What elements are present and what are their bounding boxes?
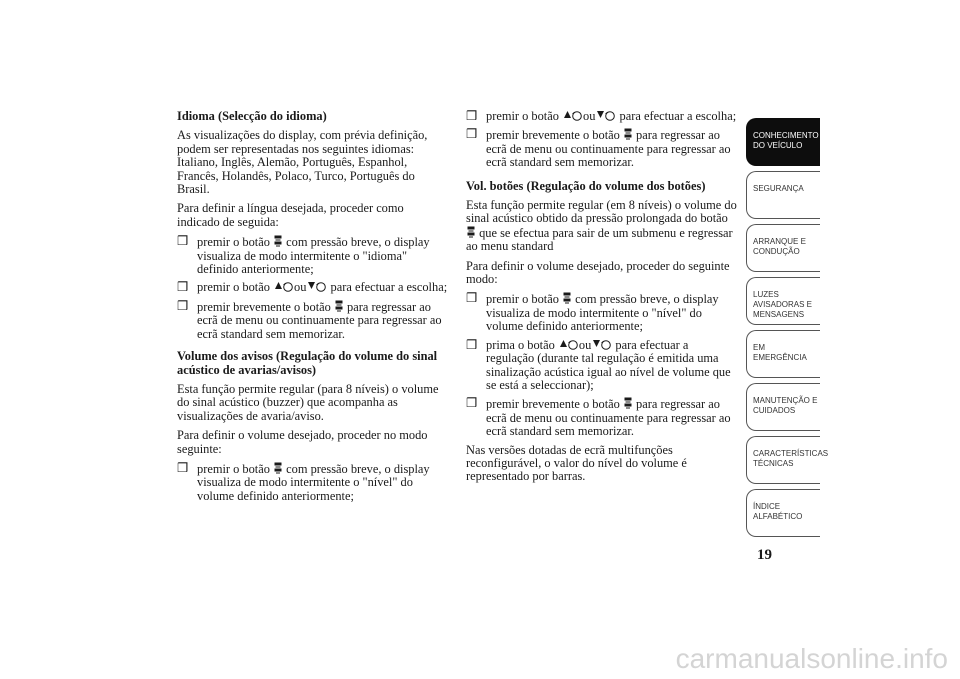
tab-seguranca[interactable]: SEGURANÇA xyxy=(746,171,820,219)
chapter-tabs xyxy=(746,118,829,542)
bullet-mark: ❒ xyxy=(466,337,478,352)
bullet-mark: ❒ xyxy=(466,127,478,142)
list-item: ❒ premir brevemente o botão para regressar ao ecrã de menu ou continuamente para regressar ao ecrã standard sem memorizar. xyxy=(177,298,442,341)
paragraph: Para definir a língua desejada, proceder como indicado de seguida: xyxy=(177,201,404,229)
tab-arranque-e-conducao[interactable]: ARRANQUE E CONDUÇÃO xyxy=(746,224,820,272)
tab-em-emergencia[interactable]: EM EMERGÊNCIA xyxy=(746,330,820,378)
paragraph: Nas versões dotadas de ecrã multifunções reconfigurável, o valor do nível do volume é representado por barras. xyxy=(466,442,687,484)
list-item: ❒ premir o botão ou para efectuar a escolha; xyxy=(177,280,448,295)
up-arrow-button-icon xyxy=(274,281,293,292)
down-arrow-button-icon xyxy=(307,281,326,292)
paragraph: As visualizações do display, com prévia definição, podem ser representadas nos seguintes idiomas: Italiano, Inglês, Alemão, Português, Espanhol, Francês, Holandês, Polaco, Turco, Português do Brasil. xyxy=(177,128,428,197)
up-arrow-button-icon xyxy=(559,339,578,350)
set-esc-button-icon xyxy=(335,300,343,312)
page-number: 19 xyxy=(757,547,772,563)
watermark: carmanualsonline.info xyxy=(675,643,948,674)
bullet-mark: ❒ xyxy=(466,109,478,123)
section-heading-warning-volume: Volume dos avisos (Regulação do volume do sinal acústico de avarias/avisos) xyxy=(177,349,438,377)
set-esc-button-icon xyxy=(274,235,282,247)
list-item: ❒ premir brevemente o botão para regressar ao ecrã de menu ou continuamente para regressar ao ecrã standard sem memorizar. xyxy=(466,127,731,170)
list-item: ❒ prima o botão ou para efectuar a regulação (durante tal regulação é emitida uma sinalização acústica igual ao nível de volume que se está a seleccionar); xyxy=(466,337,731,392)
section-heading-button-volume: Vol. botões (Regulação do volume dos botões) xyxy=(466,178,706,193)
set-esc-button-icon xyxy=(624,128,632,140)
down-arrow-button-icon xyxy=(596,110,615,121)
list-item: ❒ premir o botão com pressão breve, o display visualiza de modo intermitente o "nível" do volume definido anteriormente; xyxy=(466,291,719,334)
paragraph: Esta função permite regular (em 8 níveis) o volume do sinal acústico obtido da pressão prolongada do botão que se efectua para sair de um submenu e regressar ao menu standard xyxy=(466,198,737,254)
paragraph: Para definir o volume desejado, proceder no modo seguinte: xyxy=(177,428,428,456)
list-item: ❒ premir brevemente o botão para regressar ao ecrã de menu ou continuamente para regressar ao ecrã standard sem memorizar. xyxy=(466,396,731,439)
list-item: ❒ premir o botão com pressão breve, o display visualiza de modo intermitente o "nível" do volume definido anteriormente; xyxy=(177,460,430,503)
list-item: ❒ premir o botão ou para efectuar a escolha; xyxy=(466,109,737,123)
paragraph: Para definir o volume desejado, proceder do seguinte modo: xyxy=(466,258,730,287)
tab-conhecimento-do-veiculo[interactable]: CONHECIMENTO DO VEÍCULO xyxy=(746,118,820,166)
section-heading-language: Idioma (Selecção do idioma) xyxy=(177,109,327,123)
right-column xyxy=(466,110,738,490)
tab-caracteristicas-tecnicas[interactable]: CARACTERÍSTICAS TÉCNICAS xyxy=(746,436,820,484)
tab-indice-alfabetico[interactable]: ÍNDICE ALFABÉTICO xyxy=(746,489,820,537)
paragraph: Esta função permite regular (para 8 níveis) o volume do sinal acústico (buzzer) que acompanha as visualizações de avaria/aviso. xyxy=(177,381,439,423)
set-esc-button-icon xyxy=(624,397,632,409)
bullet-mark: ❒ xyxy=(177,298,189,313)
bullet-mark: ❒ xyxy=(466,396,478,411)
bullet-mark: ❒ xyxy=(466,291,478,306)
list-item: ❒ premir o botão com pressão breve, o display visualiza de modo intermitente o "idioma" definido anteriormente; xyxy=(177,234,430,277)
set-esc-button-icon xyxy=(467,226,475,238)
bullet-mark: ❒ xyxy=(177,234,189,249)
tab-manutencao-e-cuidados[interactable]: MANUTENÇÃO E CUIDADOS xyxy=(746,383,820,431)
tab-luzes-avisadoras[interactable]: LUZES AVISADORAS E MENSAGENS xyxy=(746,277,820,325)
set-esc-button-icon xyxy=(563,292,571,304)
down-arrow-button-icon xyxy=(592,339,611,350)
set-esc-button-icon xyxy=(274,462,282,474)
up-arrow-button-icon xyxy=(563,110,582,121)
bullet-mark: ❒ xyxy=(177,280,189,295)
left-column xyxy=(177,110,449,508)
bullet-mark: ❒ xyxy=(177,460,189,475)
